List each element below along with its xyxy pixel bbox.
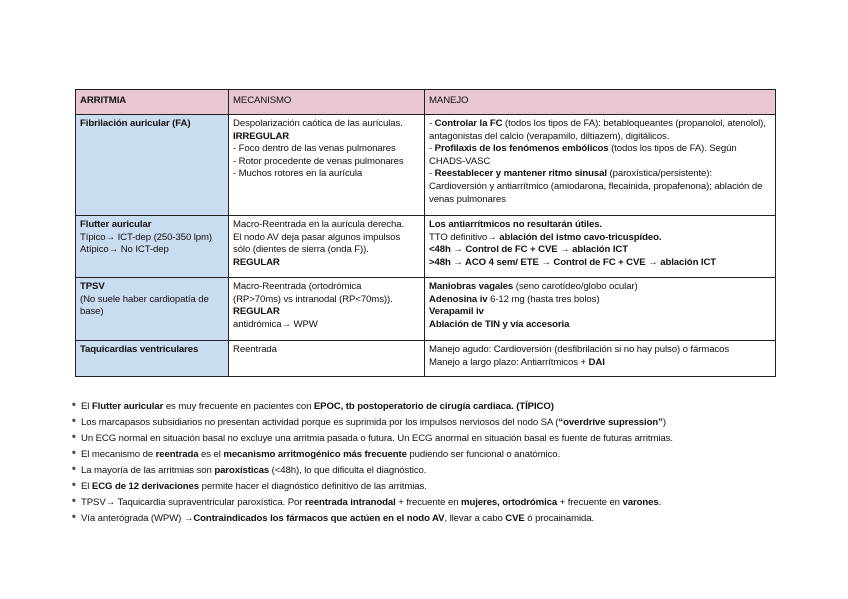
table-header-row	[76, 90, 776, 115]
mecanismo-line: sólo (dientes de sierra (onda F)).	[233, 244, 369, 256]
manejo-line: Verapamil iv	[429, 306, 484, 318]
cell-arritmia	[76, 341, 229, 377]
note-item	[72, 447, 792, 463]
arritmia-name: Fibrilación auricular (FA)	[80, 118, 191, 129]
manejo-bold: Reestablecer y mantener ritmo sinusal	[434, 168, 607, 180]
note-text: + frecuente en	[557, 497, 623, 508]
arritmia-line: (No suele haber cardiopatía de base)	[80, 293, 209, 318]
note-bold: varones	[622, 497, 659, 508]
manejo-paragraph	[429, 118, 771, 143]
mecanismo-line: - Muchos rotores en la aurícula	[233, 168, 363, 180]
cell-mecanismo	[229, 341, 425, 377]
mecanismo-line: - Foco dentro de las venas pulmonares	[233, 143, 396, 155]
note-text: Vía anterógrada (WPW) →	[81, 513, 194, 524]
note-bold: reentrada	[155, 449, 199, 460]
bullet-icon: *	[72, 481, 76, 492]
mecanismo-line: (RP>70ms) vs intranodal (RP<70ms)).	[233, 293, 393, 305]
header-mecanismo: MECANISMO	[229, 90, 425, 115]
note-item	[72, 511, 792, 527]
note-text: El mecanismo de	[81, 449, 156, 460]
header-manejo: MANEJO	[425, 90, 776, 115]
arritmia-line: Atípico→ No ICT-dep	[80, 244, 169, 256]
manejo-bold: Profilaxis de los fenómenos embólicos	[434, 143, 609, 155]
manejo-bold: DAI	[588, 356, 605, 368]
mecanismo-line: IRREGULAR	[233, 130, 290, 142]
arrhythmia-table	[75, 89, 776, 377]
note-text: El	[81, 481, 92, 492]
cell-arritmia	[76, 216, 229, 278]
mecanismo-line: REGULAR	[233, 256, 280, 268]
note-bold: EPOC, tb postoperatorio de cirugía cardiaca. (TÍPICO)	[313, 401, 554, 412]
note-item	[72, 479, 792, 495]
manejo-line	[429, 281, 771, 294]
cell-mecanismo	[229, 278, 425, 341]
note-bold: paroxísticas	[214, 465, 270, 476]
note-bold: Flutter auricular	[91, 401, 164, 412]
manejo-text: -	[429, 118, 435, 129]
cell-manejo	[425, 341, 776, 377]
manejo-text: -	[429, 143, 435, 155]
manejo-line: <48h → Control de FC + CVE → ablación ICT	[429, 244, 628, 256]
manejo-text: 6-12 mg (hasta tres bolos)	[487, 293, 600, 305]
cell-arritmia	[76, 278, 229, 341]
arritmia-name: Flutter auricular	[80, 219, 152, 230]
note-text: Los marcapasos subsidiarios no presentan actividad porque es suprimida por los impulsos nerviosos del nodo SA (	[81, 417, 559, 428]
cell-mecanismo	[229, 115, 425, 216]
manejo-line: Ablación de TIN y vía accesoria	[429, 318, 570, 330]
mecanismo-line: Macro-Reentrada (ortodrómica	[233, 281, 362, 292]
mecanismo-line: Despolarización caótica de las aurículas.	[233, 118, 403, 129]
manejo-line	[429, 294, 771, 307]
bullet-icon: *	[72, 465, 76, 476]
note-item	[72, 431, 792, 447]
note-item	[72, 495, 792, 511]
manejo-bold: Controlar la FC	[434, 118, 503, 129]
note-bold: ECG de 12 derivaciones	[91, 481, 200, 492]
notes-list	[72, 399, 792, 527]
manejo-bold: Maniobras vagales	[429, 281, 514, 292]
cell-manejo	[425, 115, 776, 216]
note-text: )	[662, 417, 666, 428]
manejo-bold: ablación del istmo cavo-tricuspídeo.	[499, 231, 662, 243]
note-text: + frecuente en	[395, 497, 462, 508]
note-bold: Contraindicados los fármacos que actúen en el nodo AV	[193, 513, 445, 524]
manejo-text: (todos los tipos de FA). Según CHADS-VASC	[429, 143, 737, 167]
table-row	[76, 341, 776, 377]
manejo-line	[429, 232, 771, 245]
manejo-bold: Adenosina iv	[429, 293, 488, 305]
note-text: TPSV→ Taquicardia supraventricular paroxística. Por	[81, 497, 305, 508]
manejo-line: Manejo agudo: Cardioversión (desfibrilación si no hay pulso) o fármacos	[429, 344, 730, 355]
mecanismo-line: antidrómica→ WPW	[233, 318, 318, 330]
note-item	[72, 463, 792, 479]
note-text: es el	[198, 449, 224, 460]
bullet-icon: *	[72, 497, 76, 508]
manejo-text: Manejo a largo plazo: Antiarrítmicos +	[429, 356, 589, 368]
note-text: permite hacer el diagnóstico definitivo de las arritmias.	[199, 481, 427, 492]
note-text: (<48h), lo que dificulta el diagnóstico.	[269, 465, 427, 476]
arritmia-name: TPSV	[80, 281, 105, 292]
manejo-line: >48h → ACO 4 sem/ ETE → Control de FC + CVE → ablación ICT	[429, 256, 717, 268]
bullet-icon: *	[72, 513, 76, 524]
mecanismo-line: Macro-Reentrada en la aurícula derecha.	[233, 219, 405, 230]
note-bold: mujeres, ortodrómica	[461, 497, 558, 508]
manejo-paragraph	[429, 143, 771, 168]
note-bold: mecanismo arritmogénico más frecuente	[223, 449, 407, 460]
note-item	[72, 415, 792, 431]
manejo-text: TTO definitivo→	[429, 231, 500, 243]
note-text: es muy frecuente en pacientes con	[163, 401, 314, 412]
note-bold: “overdrive supression”	[558, 417, 663, 428]
bullet-icon: *	[72, 449, 76, 460]
table-row	[76, 115, 776, 216]
manejo-text: -	[429, 168, 435, 180]
note-item	[72, 399, 792, 415]
manejo-text: (paroxística/persistente): Cardioversión y antiarrítmico (amiodarona, flecainida, propafenona); ablación de venas pulmonares	[429, 168, 763, 205]
cell-arritmia	[76, 115, 229, 216]
cell-mecanismo	[229, 216, 425, 278]
note-text: Un ECG normal en situación basal no excluye una arritmia pasada o futura. Un ECG anormal en situación basal es fuente de futuras arritmias.	[81, 433, 673, 444]
note-text: La mayoría de las arritmias son	[81, 465, 215, 476]
manejo-text: (seno carotídeo/globo ocular)	[513, 281, 638, 292]
table-row	[76, 216, 776, 278]
mecanismo-line: Reentrada	[233, 344, 277, 355]
manejo-paragraph	[429, 168, 771, 206]
header-arritmia: ARRITMIA	[76, 90, 229, 115]
note-bold: CVE	[505, 513, 525, 524]
note-text: .	[658, 497, 662, 508]
manejo-line	[429, 357, 771, 370]
bullet-icon: *	[72, 401, 76, 412]
arritmia-line: Típico→ ICT-dep (250-350 lpm)	[80, 231, 212, 243]
manejo-text: (todos los tipos de FA): betabloqueantes (propanolol, atenolol), antagonistas del calcio (verapamilo, diltiazem), digitálicos.	[429, 118, 766, 142]
note-text: , llevar a cabo	[444, 513, 506, 524]
note-text: ó procainamida.	[524, 513, 595, 524]
note-text: pudiendo ser funcional o anatómico.	[406, 449, 561, 460]
manejo-line: Los antiarrítmicos no resultarán útiles.	[429, 219, 602, 230]
table-row	[76, 278, 776, 341]
cell-manejo	[425, 216, 776, 278]
mecanismo-line: - Rotor procedente de venas pulmonares	[233, 155, 404, 167]
arritmia-name: Taquicardias ventriculares	[80, 344, 199, 355]
note-bold: reentrada intranodal	[304, 497, 396, 508]
bullet-icon: *	[72, 417, 76, 428]
cell-manejo	[425, 278, 776, 341]
bullet-icon: *	[72, 433, 76, 444]
note-text: El	[81, 401, 92, 412]
mecanismo-line: REGULAR	[233, 306, 280, 318]
mecanismo-line: El nodo AV deja pasar algunos impulsos	[233, 231, 401, 243]
